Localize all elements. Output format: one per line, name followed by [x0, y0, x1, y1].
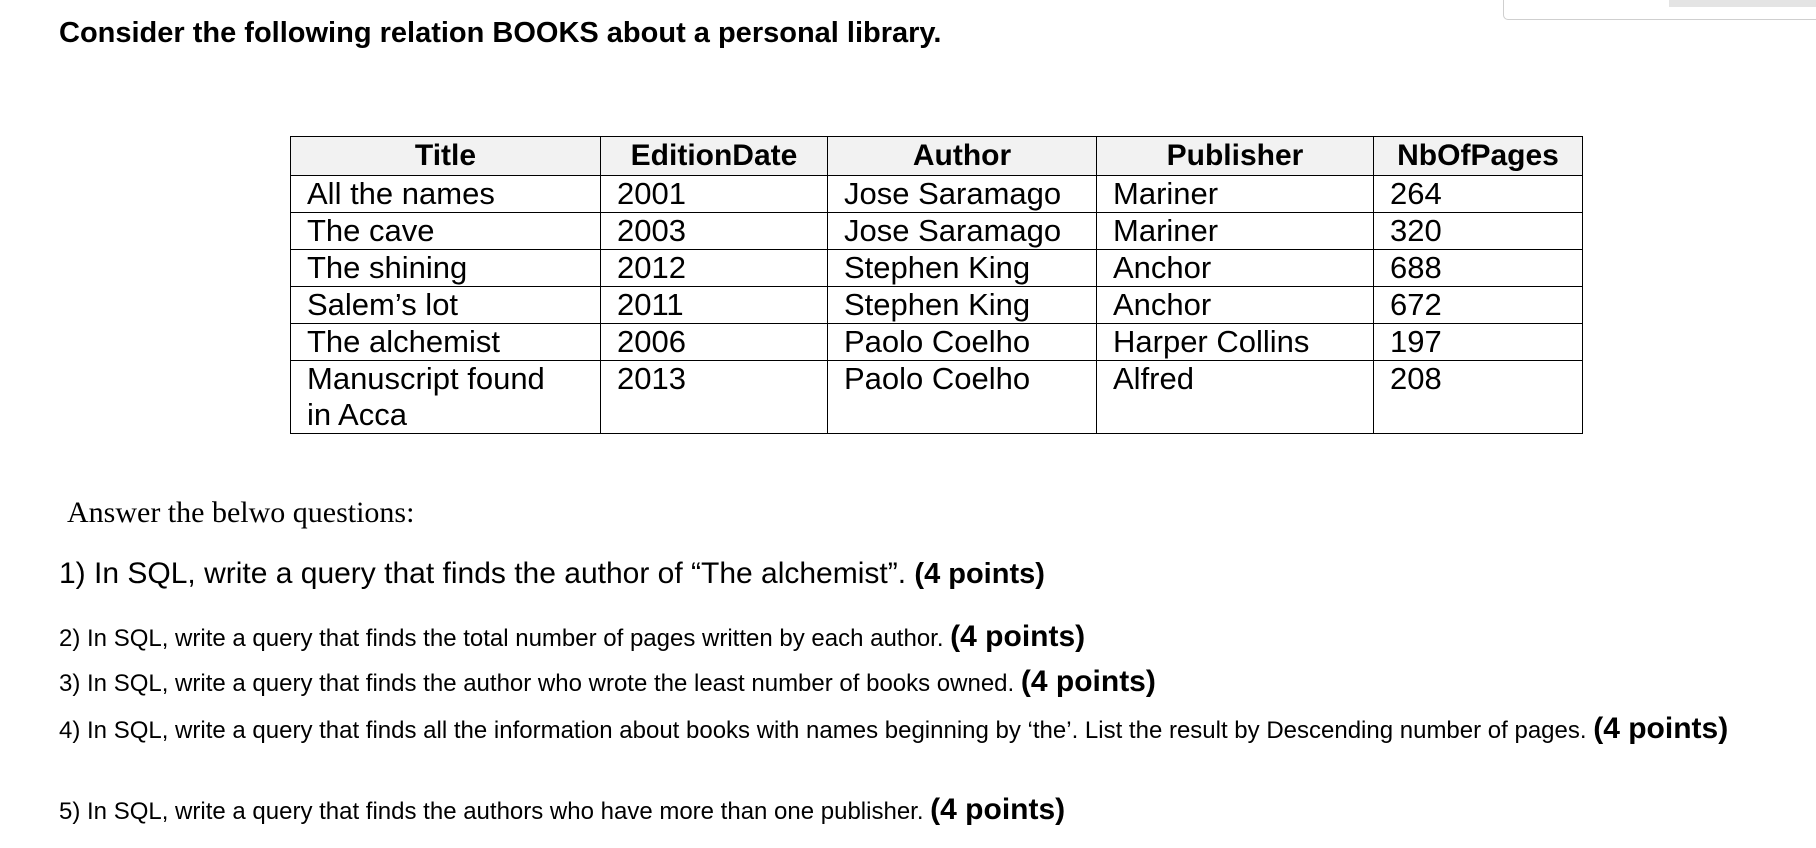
cell-publisher: Mariner: [1097, 213, 1374, 250]
question-points: (4 points): [914, 558, 1045, 590]
table-row: [291, 287, 1583, 324]
corner-widget-strip: [1669, 0, 1816, 7]
cell-title: All the names: [291, 176, 601, 213]
question-text: 1) In SQL, write a query that finds the author of “The alchemist”.: [59, 557, 915, 590]
question-points: (4 points): [930, 793, 1066, 826]
table-row: [291, 176, 1583, 213]
table-header-row: [291, 137, 1583, 176]
table-row: [291, 213, 1583, 250]
cell-author: Paolo Coelho: [828, 324, 1097, 361]
header-nb-of-pages: NbOfPages: [1374, 137, 1583, 176]
cell-publisher: Harper Collins: [1097, 324, 1374, 361]
header-title: Title: [291, 137, 601, 176]
cell-publisher: Anchor: [1097, 250, 1374, 287]
cell-edition-date: 2001: [601, 176, 828, 213]
cell-nb-of-pages: 208: [1374, 361, 1583, 434]
cell-edition-date: 2013: [601, 361, 828, 434]
corner-widget: [1503, 0, 1816, 20]
instructions-text: Answer the belwo questions:: [67, 496, 415, 529]
cell-nb-of-pages: 672: [1374, 287, 1583, 324]
cell-edition-date: 2006: [601, 324, 828, 361]
cell-author: Jose Saramago: [828, 213, 1097, 250]
question-text: 4) In SQL, write a query that finds all the information about books with names beginning by ‘the’. List the result by Descending number of pages.: [59, 717, 1594, 744]
question-points: (4 points): [1593, 712, 1729, 745]
header-edition-date: EditionDate: [601, 137, 828, 176]
cell-nb-of-pages: 264: [1374, 176, 1583, 213]
question-points: (4 points): [950, 620, 1086, 653]
cell-title: The shining: [291, 250, 601, 287]
books-table: [290, 136, 1583, 434]
question-4: [59, 712, 1759, 748]
question-text: 5) In SQL, write a query that finds the authors who have more than one publisher.: [59, 798, 931, 825]
cell-title: Manuscript found in Acca: [291, 361, 601, 434]
cell-title: The cave: [291, 213, 601, 250]
question-2: [59, 619, 1085, 657]
header-author: Author: [828, 137, 1097, 176]
header-publisher: Publisher: [1097, 137, 1374, 176]
cell-author: Paolo Coelho: [828, 361, 1097, 434]
cell-title: Salem’s lot: [291, 287, 601, 324]
table-row: [291, 250, 1583, 287]
cell-publisher: Alfred: [1097, 361, 1374, 434]
table-row: [291, 361, 1583, 434]
cell-nb-of-pages: 688: [1374, 250, 1583, 287]
cell-edition-date: 2011: [601, 287, 828, 324]
cell-nb-of-pages: 320: [1374, 213, 1583, 250]
cell-nb-of-pages: 197: [1374, 324, 1583, 361]
question-1: [59, 554, 1045, 594]
cell-author: Jose Saramago: [828, 176, 1097, 213]
cell-title: The alchemist: [291, 324, 601, 361]
cell-publisher: Anchor: [1097, 287, 1374, 324]
question-text: 3) In SQL, write a query that finds the author who wrote the least number of books owned.: [59, 670, 1021, 697]
question-text: 2) In SQL, write a query that finds the total number of pages written by each author.: [59, 625, 951, 652]
cell-author: Stephen King: [828, 287, 1097, 324]
question-3: [59, 664, 1156, 702]
cell-edition-date: 2003: [601, 213, 828, 250]
cell-publisher: Mariner: [1097, 176, 1374, 213]
question-points: (4 points): [1020, 665, 1156, 698]
cell-edition-date: 2012: [601, 250, 828, 287]
cell-author: Stephen King: [828, 250, 1097, 287]
table-row: [291, 324, 1583, 361]
page-heading: Consider the following relation BOOKS about a personal library.: [59, 17, 942, 49]
question-5: [59, 792, 1065, 830]
